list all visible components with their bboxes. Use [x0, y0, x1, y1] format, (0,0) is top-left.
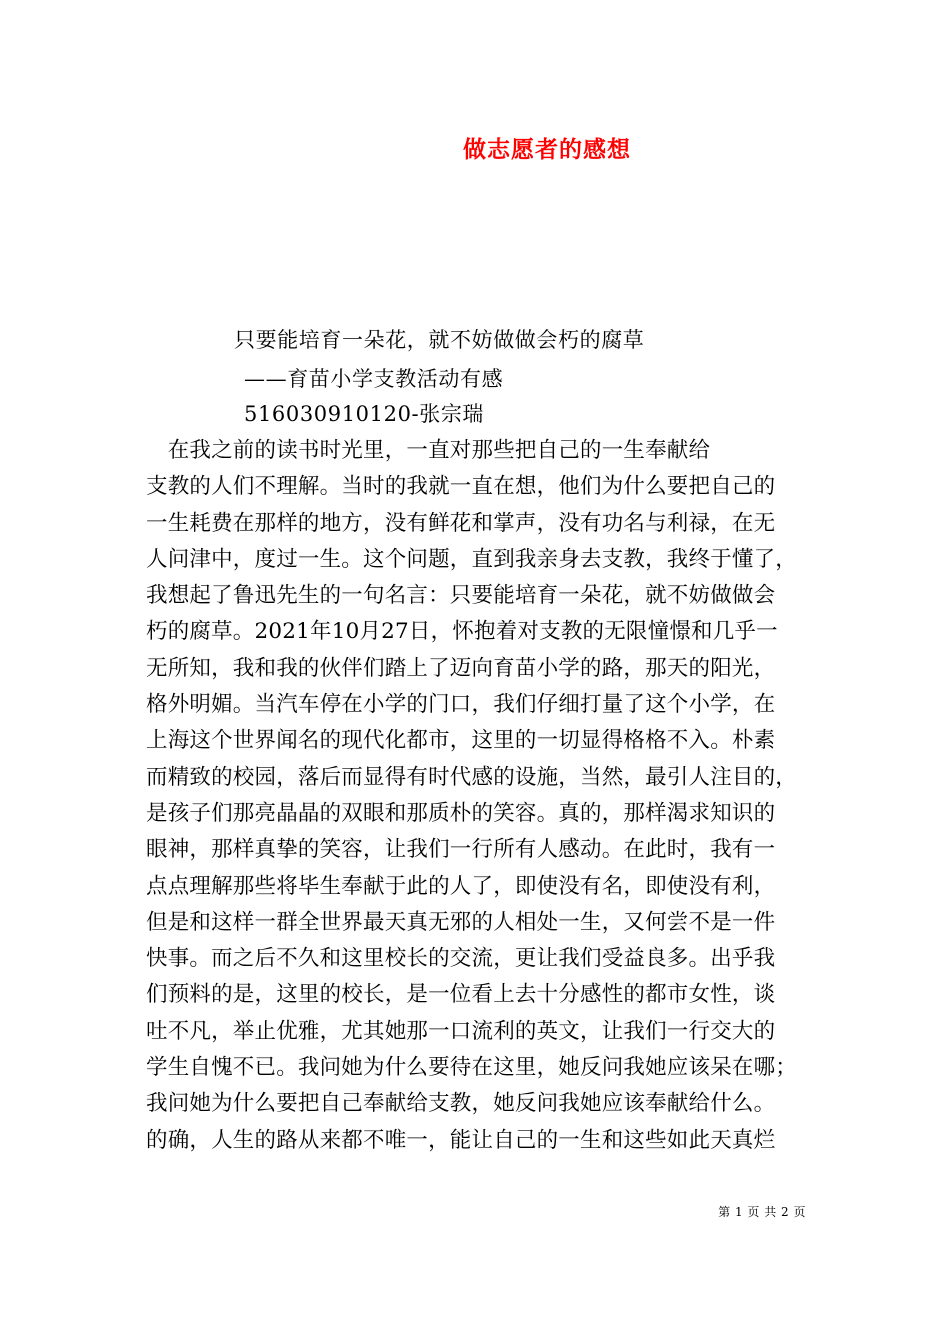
body-line: 的确，人生的路从来都不唯一，能让自己的一生和这些如此天真烂	[146, 1127, 776, 1153]
body-line: 眼神，那样真挚的笑容，让我们一行所有人感动。在此时，我有一	[146, 837, 776, 863]
essay-subtitle: ——育苗小学支教活动有感	[244, 367, 504, 391]
body-line: 支教的人们不理解。当时的我就一直在想，他们为什么要把自己的	[146, 474, 776, 500]
body-text	[146, 433, 806, 1159]
body-line: 点点理解那些将毕生奉献于此的人了，即使没有名，即使没有利，	[146, 873, 776, 899]
body-line: 学生自愧不已。我问她为什么要待在这里，她反问我她应该呆在哪；	[146, 1055, 798, 1081]
body-line: 我问她为什么要把自己奉献给支教，她反问我她应该奉献给什么。	[146, 1091, 776, 1117]
body-line: 在我之前的读书时光里，一直对那些把自己的一生奉献给	[146, 438, 711, 463]
essay-heading: 只要能培育一朵花，就不妨做做会朽的腐草	[234, 328, 645, 352]
body-line: 一生耗费在那样的地方，没有鲜花和掌声，没有功名与利禄，在无	[146, 510, 776, 536]
document-title: 做志愿者的感想	[463, 136, 631, 163]
page-footer: 第 1 页 共 2 页	[718, 1205, 806, 1219]
body-line: 但是和这样一群全世界最天真无邪的人相处一生，又何尝不是一件	[146, 909, 776, 935]
body-line: 朽的腐草。2021年10月27日，怀抱着对支教的无限憧憬和几乎一	[146, 619, 778, 645]
body-line: 而精致的校园，落后而显得有时代感的设施，当然，最引人注目的，	[146, 764, 798, 790]
body-line: 格外明媚。当汽车停在小学的门口，我们仔细打量了这个小学，在	[146, 692, 776, 718]
body-line: 无所知，我和我的伙伴们踏上了迈向育苗小学的路，那天的阳光，	[146, 655, 776, 681]
body-line: 们预料的是，这里的校长，是一位看上去十分感性的都市女性，谈	[146, 982, 776, 1008]
body-line: 我想起了鲁迅先生的一句名言：只要能培育一朵花，就不妨做做会	[146, 583, 776, 609]
body-line: 吐不凡，举止优雅，尤其她那一口流利的英文，让我们一行交大的	[146, 1018, 776, 1044]
body-line: 人问津中，度过一生。这个问题，直到我亲身去支教，我终于懂了，	[146, 546, 798, 572]
body-line: 上海这个世界闻名的现代化都市，这里的一切显得格格不入。朴素	[146, 728, 776, 754]
body-line: 快事。而之后不久和这里校长的交流，更让我们受益良多。出乎我	[146, 946, 776, 972]
body-line: 是孩子们那亮晶晶的双眼和那质朴的笑容。真的，那样渴求知识的	[146, 800, 776, 826]
author-line: 516030910120-张宗瑞	[244, 402, 485, 426]
